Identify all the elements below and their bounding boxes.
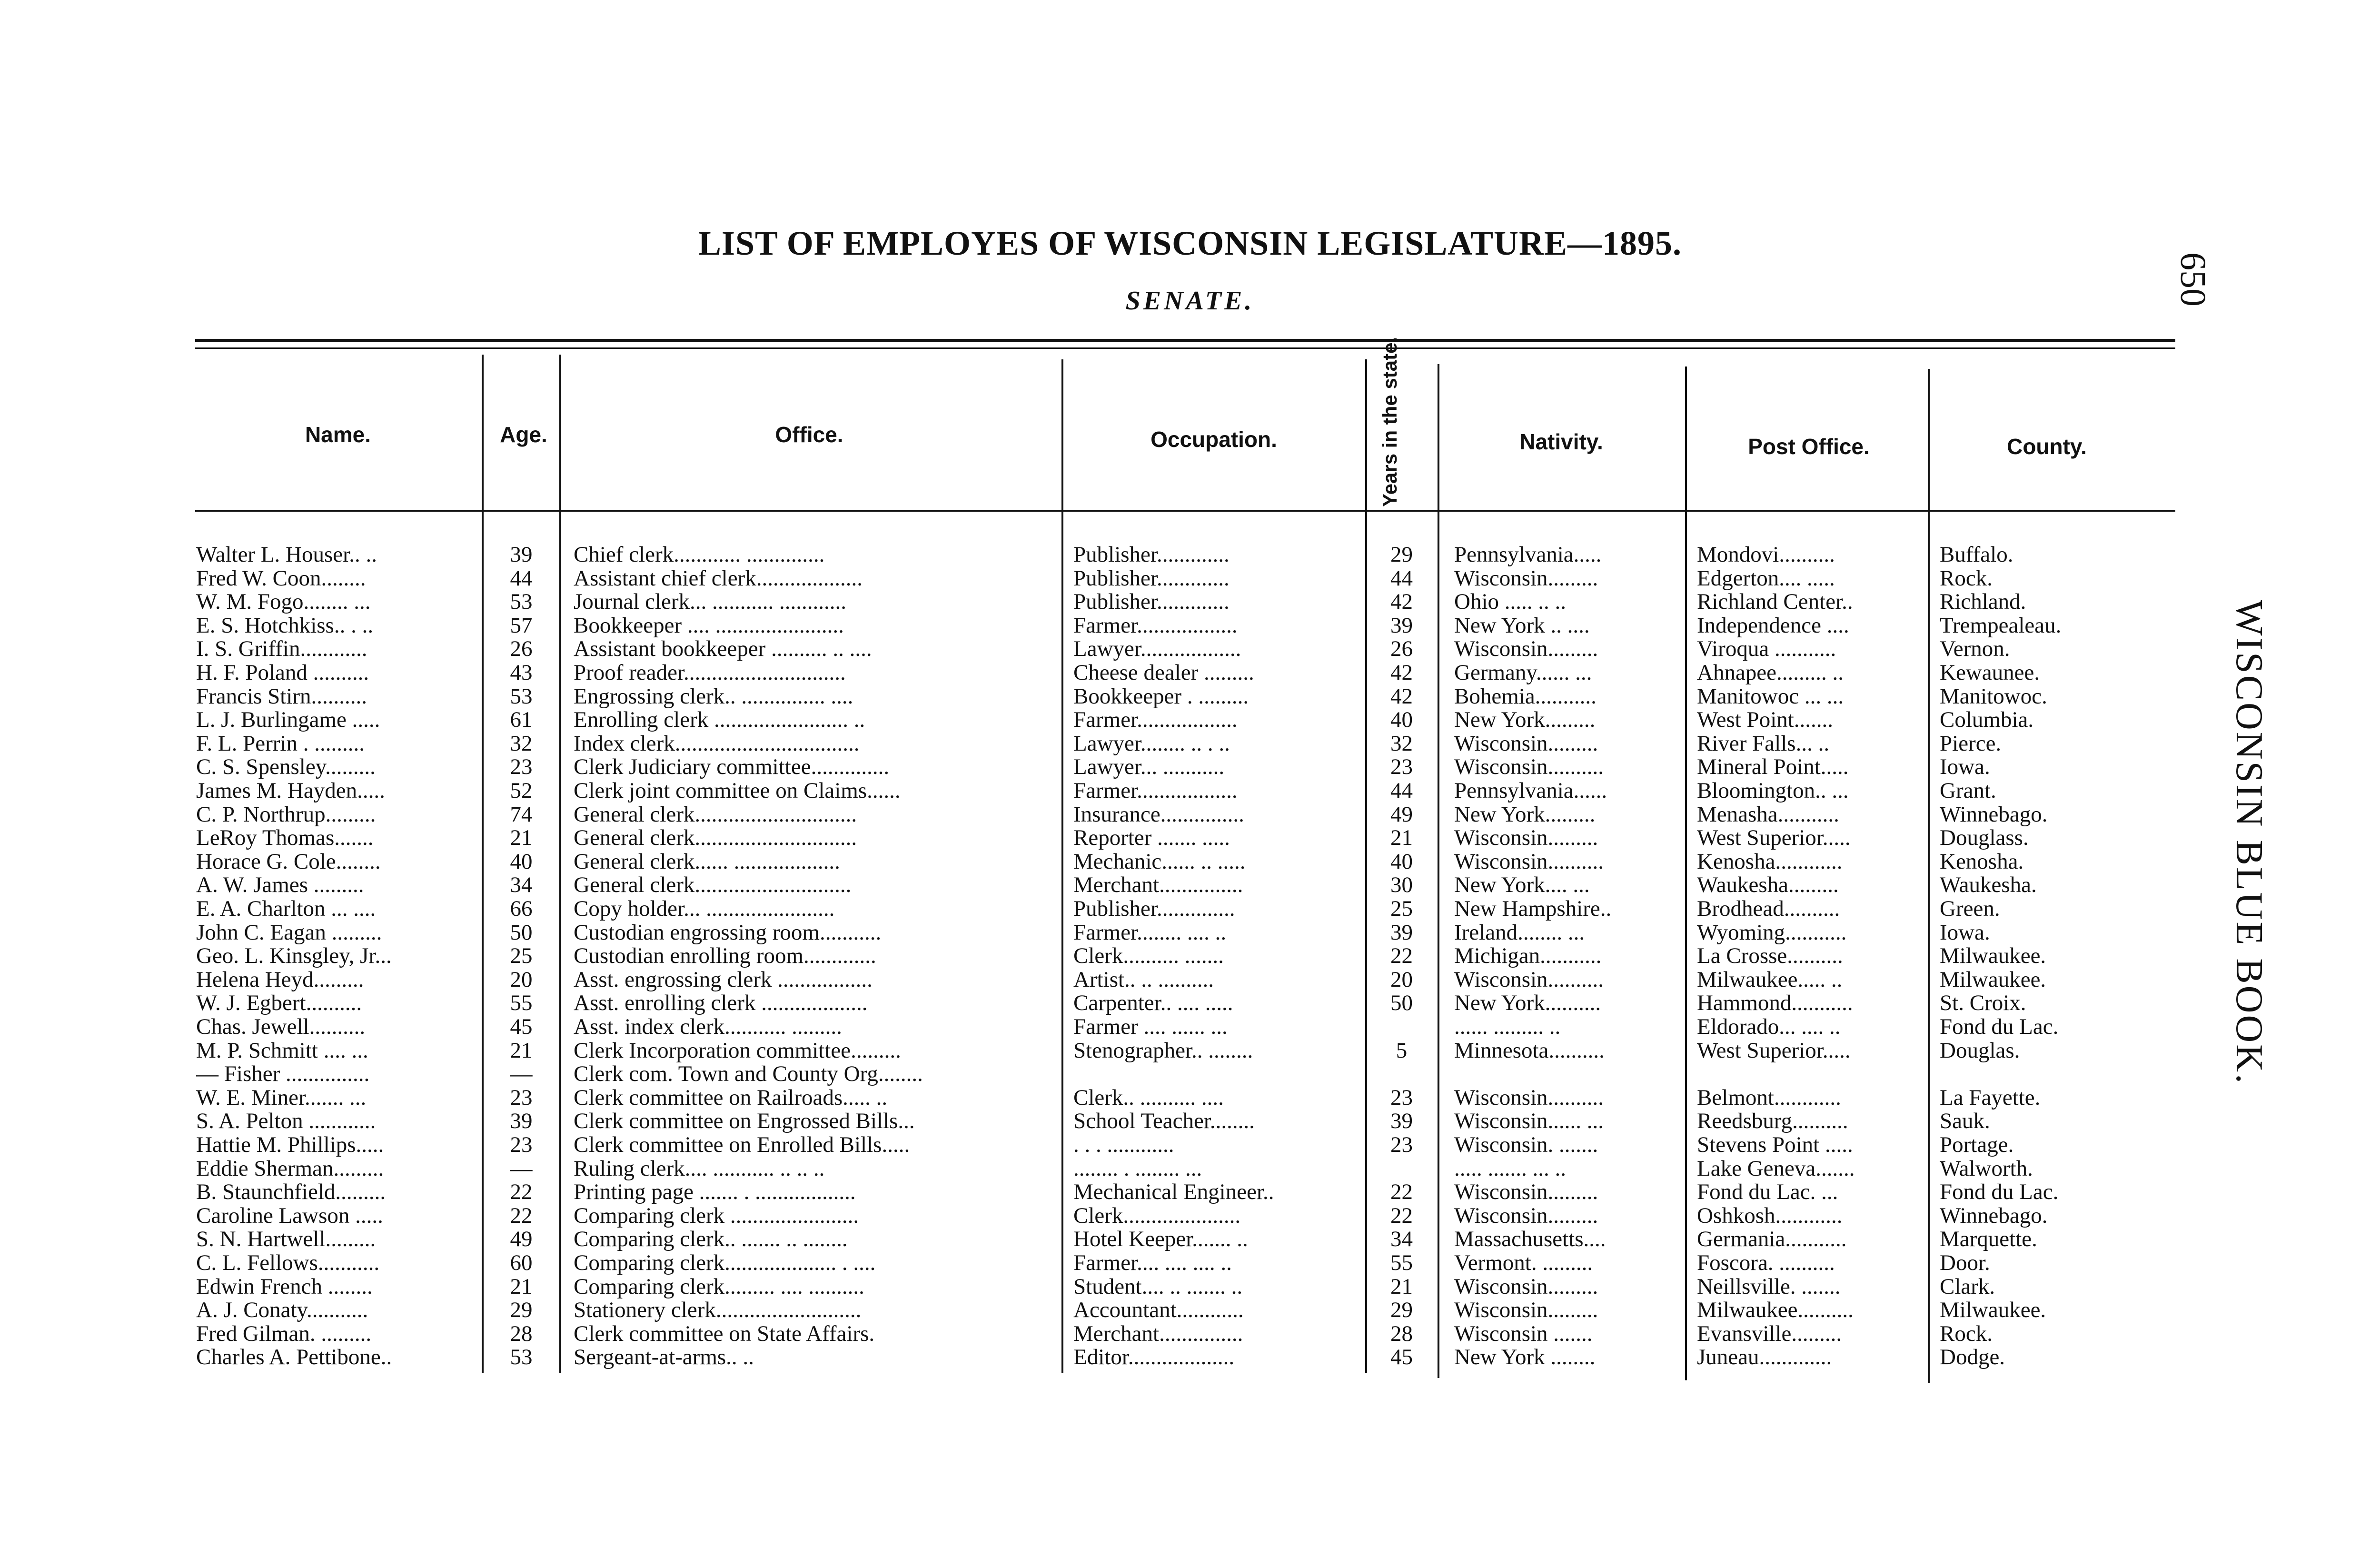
cell-name: Helena Heyd......... [196,967,364,991]
cell-age: 53 [510,1345,533,1369]
cell-occupation: Stenographer.. ........ [1073,1038,1253,1062]
cell-county: St. Croix. [1940,991,2026,1015]
cell-occupation: Publisher............. [1073,566,1230,590]
cell-years: 20 [1390,967,1413,991]
column-divider [1928,369,1930,1383]
cell-occupation: Merchant............... [1073,873,1243,897]
cell-occupation: Mechanic...... .. ..... [1073,849,1246,873]
cell-office: Comparing clerk.................... . .... [574,1251,876,1275]
cell-nativity: New York......... [1454,802,1596,826]
cell-name: LeRoy Thomas....... [196,826,374,850]
cell-post-office: Milwaukee.......... [1697,1298,1854,1322]
cell-county: Milwaukee. [1940,944,2046,968]
cell-office: Journal clerk... ........... ............ [574,590,847,614]
cell-age: 25 [510,944,533,968]
cell-years: 40 [1390,708,1413,732]
cell-age: 23 [510,1085,533,1110]
cell-years: 42 [1390,590,1413,614]
cell-office: Stationery clerk.......................... [574,1298,862,1322]
cell-post-office: Reedsburg.......... [1697,1109,1848,1133]
cell-county: Door. [1940,1251,1990,1275]
cell-nativity: Wisconsin......... [1454,1203,1598,1228]
page-number: 650 [2173,252,2213,307]
cell-name: James M. Hayden..... [196,779,385,803]
cell-occupation: Clerk..................... [1073,1203,1241,1228]
cell-age: 49 [510,1227,533,1251]
cell-nativity: Bohemia........... [1454,684,1597,708]
cell-nativity: New York.... ... [1454,873,1590,897]
cell-post-office: Bloomington.. ... [1697,779,1849,803]
cell-age: 22 [510,1180,533,1204]
cell-age: — [510,1062,533,1086]
cell-name: F. L. Perrin . ......... [196,731,365,755]
cell-county: Fond du Lac. [1940,1180,2059,1204]
cell-years: 22 [1390,1203,1413,1228]
cell-post-office: Eldorado... .... .. [1697,1015,1841,1039]
cell-county: Fond du Lac. [1940,1015,2059,1039]
cell-post-office: Viroqua ........... [1697,637,1836,661]
cell-occupation: Clerk.......... ....... [1073,944,1224,968]
cell-nativity: Wisconsin......... [1454,1274,1598,1298]
cell-occupation: Student.... .. ....... .. [1073,1274,1243,1298]
cell-occupation: Insurance............... [1073,802,1244,826]
cell-occupation: Lawyer........ .. . .. [1073,731,1230,755]
cell-county: Clark. [1940,1274,1995,1298]
cell-office: Asst. index clerk........... ......... [574,1015,842,1039]
cell-years: 23 [1390,755,1413,779]
cell-years: 22 [1390,1180,1413,1204]
cell-years: 49 [1390,802,1413,826]
cell-office: Clerk committee on Railroads..... .. [574,1085,888,1110]
cell-nativity: ...... ......... .. [1454,1015,1561,1039]
cell-nativity: Wisconsin.......... [1454,849,1604,873]
cell-occupation: Merchant............... [1073,1321,1243,1346]
cell-county: Winnebago. [1940,1203,2048,1228]
cell-nativity: New Hampshire.. [1454,897,1612,921]
cell-age: 22 [510,1203,533,1228]
cell-name: W. M. Fogo........ ... [196,590,371,614]
cell-occupation: School Teacher........ [1073,1109,1255,1133]
cell-nativity: New York .. .... [1454,613,1590,637]
cell-office: Index clerk................................. [574,731,860,755]
cell-age: 74 [510,802,533,826]
cell-county: Richland. [1940,590,2026,614]
cell-office: Proof reader............................. [574,661,846,684]
cell-office: Clerk committee on Engrossed Bills... [574,1109,915,1133]
column-header-years: Years in the state. [1378,337,1401,507]
cell-age: 60 [510,1251,533,1275]
cell-county: Buffalo. [1940,543,2013,566]
cell-nativity: Ohio ..... .. .. [1454,590,1566,614]
column-header-office: Office. [775,422,843,447]
cell-office: Copy holder... ....................... [574,897,835,921]
column-header-name: Name. [305,422,371,447]
cell-post-office: Menasha........... [1697,802,1839,826]
cell-name: A. W. James ......... [196,873,364,897]
cell-name: E. S. Hotchkiss.. . .. [196,613,374,637]
cell-office: Clerk committee on Enrolled Bills..... [574,1133,910,1157]
cell-name: Fred Gilman. ......... [196,1321,372,1346]
cell-nativity: Wisconsin ....... [1454,1321,1593,1346]
cell-occupation: Mechanical Engineer.. [1073,1180,1274,1204]
cell-post-office: Juneau............. [1697,1345,1832,1369]
cell-office: Comparing clerk ....................... [574,1203,859,1228]
cell-office: Assistant bookkeeper .......... .. .... [574,637,872,661]
cell-office: Chief clerk............ .............. [574,543,825,566]
cell-occupation: Carpenter.. .... ..... [1073,991,1233,1015]
cell-occupation: Artist.. .. .......... [1073,967,1214,991]
cell-nativity: Wisconsin......... [1454,637,1598,661]
cell-occupation: Cheese dealer ......... [1073,661,1254,684]
cell-nativity: Wisconsin. ....... [1454,1133,1598,1157]
cell-nativity: Wisconsin......... [1454,1180,1598,1204]
cell-nativity: Ireland........ ... [1454,920,1585,944]
cell-nativity: Massachusetts.... [1454,1227,1606,1251]
cell-nativity: Pennsylvania...... [1454,779,1607,803]
cell-name: W. J. Egbert.......... [196,991,362,1015]
cell-office: Asst. enrolling clerk ................... [574,991,868,1015]
cell-office: Ruling clerk.... ........... .. .. .. [574,1156,825,1180]
page-title: LIST OF EMPLOYES OF WISCONSIN LEGISLATURE—1895. [698,224,1682,262]
cell-office: Clerk Judiciary committee.............. [574,755,890,779]
cell-years: 5 [1396,1038,1408,1062]
cell-post-office: Evansville......... [1697,1321,1842,1346]
cell-county: Sauk. [1940,1109,1990,1133]
cell-county: Kewaunee. [1940,661,2040,684]
column-header-post-office: Post Office. [1748,434,1870,459]
cell-age: 23 [510,755,533,779]
cell-age: 29 [510,1298,533,1322]
cell-name: I. S. Griffin............ [196,637,367,661]
cell-office: Bookkeeper .... ....................... [574,613,844,637]
cell-occupation: ........ . ........ ... [1073,1156,1202,1180]
cell-nativity: Wisconsin......... [1454,731,1598,755]
cell-office: Clerk joint committee on Claims...... [574,779,901,803]
column-header-county: County. [2007,434,2087,459]
cell-occupation: Reporter ....... ..... [1073,826,1230,850]
cell-nativity: Wisconsin......... [1454,566,1598,590]
cell-office: Custodian enrolling room............. [574,944,876,968]
cell-post-office: Manitowoc ... ... [1697,684,1844,708]
cell-post-office: Richland Center.. [1697,590,1853,614]
cell-nativity: Wisconsin.......... [1454,755,1604,779]
cell-occupation: Farmer........ .... .. [1073,920,1227,944]
cell-nativity: Pennsylvania..... [1454,543,1602,566]
cell-name: Walter L. Houser.. .. [196,543,377,566]
cell-occupation: Publisher.............. [1073,897,1235,921]
book-title: WISCONSIN BLUE BOOK. [2228,600,2270,1085]
cell-post-office: Kenosha............ [1697,849,1843,873]
cell-office: Assistant chief clerk................... [574,566,863,590]
cell-occupation: Publisher............. [1073,590,1230,614]
cell-years: 21 [1390,1274,1413,1298]
cell-years: 34 [1390,1227,1413,1251]
cell-name: Chas. Jewell.......... [196,1015,366,1039]
cell-office: General clerk...... ................... [574,849,840,873]
cell-name: S. A. Pelton ............ [196,1109,376,1133]
cell-years: 45 [1390,1345,1413,1369]
cell-age: 43 [510,661,533,684]
cell-county: Iowa. [1940,755,1990,779]
cell-office: Comparing clerk.. ....... .. ........ [574,1227,848,1251]
cell-name: S. N. Hartwell......... [196,1227,376,1251]
cell-county: Douglass. [1940,826,2029,850]
cell-years: 29 [1390,543,1413,566]
cell-years: 32 [1390,731,1413,755]
cell-nativity: Wisconsin......... [1454,1298,1598,1322]
cell-name: E. A. Charlton ... .... [196,897,376,921]
cell-office: General clerk............................ [574,873,852,897]
cell-nativity: New York.......... [1454,991,1601,1015]
cell-name: Francis Stirn.......... [196,684,367,708]
cell-years: 50 [1390,991,1413,1015]
column-divider [1685,367,1687,1380]
cell-age: 28 [510,1321,533,1346]
column-header-occupation: Occupation. [1150,427,1277,452]
cell-county: Waukesha. [1940,873,2037,897]
cell-age: 23 [510,1133,533,1157]
cell-age: 52 [510,779,533,803]
cell-years: 23 [1390,1133,1413,1157]
cell-post-office: Hammond........... [1697,991,1853,1015]
cell-age: 45 [510,1015,533,1039]
cell-nativity: Germany...... ... [1454,661,1592,684]
cell-age: 66 [510,897,533,921]
column-divider [1061,359,1063,1373]
cell-name: C. L. Fellows........... [196,1251,380,1275]
cell-age: 61 [510,708,533,732]
cell-county: Douglas. [1940,1038,2020,1062]
cell-post-office: Mondovi.......... [1697,543,1835,566]
cell-occupation: . . . ............ [1073,1133,1174,1157]
cell-nativity: ..... ....... ... .. [1454,1156,1566,1180]
cell-post-office: Milwaukee..... .. [1697,967,1843,991]
cell-age: 53 [510,590,533,614]
cell-occupation: Hotel Keeper....... .. [1073,1227,1248,1251]
cell-county: Marquette. [1940,1227,2037,1251]
cell-years: 30 [1390,873,1413,897]
cell-occupation: Lawyer... ........... [1073,755,1225,779]
cell-years: 42 [1390,684,1413,708]
cell-years: 39 [1390,1109,1413,1133]
cell-county: Columbia. [1940,708,2034,732]
cell-office: General clerk............................. [574,826,857,850]
cell-office: General clerk............................. [574,802,857,826]
cell-name: C. P. Northrup......... [196,802,376,826]
column-divider [1438,364,1439,1378]
cell-occupation: Accountant............ [1073,1298,1244,1322]
cell-post-office: Neillsville. ....... [1697,1274,1841,1298]
cell-county: Winnebago. [1940,802,2048,826]
cell-post-office: Brodhead.......... [1697,897,1840,921]
column-header-nativity: Nativity. [1519,429,1603,454]
cell-nativity: Wisconsin...... ... [1454,1109,1604,1133]
cell-office: Printing page ....... . .................. [574,1180,856,1204]
cell-office: Asst. engrossing clerk ................. [574,967,873,991]
cell-name: A. J. Conaty........... [196,1298,368,1322]
cell-nativity: Wisconsin......... [1454,826,1598,850]
cell-age: 21 [510,826,533,850]
cell-years: 26 [1390,637,1413,661]
cell-county: Milwaukee. [1940,967,2046,991]
cell-name: Fred W. Coon........ [196,566,366,590]
cell-name: Hattie M. Phillips..... [196,1133,384,1157]
cell-age: 50 [510,920,533,944]
cell-years: 23 [1390,1085,1413,1110]
cell-occupation: Farmer .... ...... ... [1073,1015,1228,1039]
cell-occupation: Farmer.... .... .... .. [1073,1251,1232,1275]
cell-county: Grant. [1940,779,1996,803]
cell-post-office: Independence .... [1697,613,1849,637]
cell-post-office: Oshkosh............ [1697,1203,1843,1228]
cell-age: 39 [510,1109,533,1133]
cell-name: W. E. Miner....... ... [196,1085,367,1110]
table-top-rule-thin [195,347,2175,349]
cell-age: 57 [510,613,533,637]
table-header-rule [195,510,2175,512]
cell-county: La Fayette. [1940,1085,2041,1110]
cell-county: Manitowoc. [1940,684,2047,708]
cell-post-office: Wyoming........... [1697,920,1847,944]
cell-nativity: Wisconsin.......... [1454,967,1604,991]
cell-age: 26 [510,637,533,661]
cell-county: Milwaukee. [1940,1298,2046,1322]
cell-county: Rock. [1940,566,1993,590]
cell-name: — Fisher ............... [196,1062,370,1086]
cell-nativity: New York ........ [1454,1345,1596,1369]
cell-county: Dodge. [1940,1345,2005,1369]
cell-years: 29 [1390,1298,1413,1322]
cell-post-office: River Falls... .. [1697,731,1830,755]
cell-post-office: West Superior..... [1697,1038,1851,1062]
cell-age: 21 [510,1274,533,1298]
cell-years: 39 [1390,613,1413,637]
cell-name: B. Staunchfield......... [196,1180,386,1204]
cell-post-office: West Point....... [1697,708,1834,732]
cell-years: 44 [1390,779,1413,803]
cell-name: Edwin French ........ [196,1274,373,1298]
cell-occupation: Clerk.. .......... .... [1073,1085,1224,1110]
cell-age: 55 [510,991,533,1015]
cell-years: 22 [1390,944,1413,968]
cell-post-office: Stevens Point ..... [1697,1133,1853,1157]
cell-name: Caroline Lawson ..... [196,1203,383,1228]
cell-occupation: Lawyer.................. [1073,637,1241,661]
cell-name: Charles A. Pettibone.. [196,1345,392,1369]
cell-occupation: Publisher............. [1073,543,1230,566]
cell-post-office: Waukesha......... [1697,873,1839,897]
cell-nativity: Minnesota.......... [1454,1038,1605,1062]
cell-post-office: Ahnapee......... .. [1697,661,1844,684]
cell-county: Iowa. [1940,920,1990,944]
cell-county: Walworth. [1940,1156,2033,1180]
column-divider [482,355,484,1373]
cell-county: Trempealeau. [1940,613,2062,637]
cell-name: C. S. Spensley......... [196,755,376,779]
cell-office: Custodian engrossing room........... [574,920,882,944]
cell-name: Eddie Sherman......... [196,1156,384,1180]
cell-nativity: New York......... [1454,708,1596,732]
cell-years: 39 [1390,920,1413,944]
cell-years: 28 [1390,1321,1413,1346]
cell-county: Vernon. [1940,637,2010,661]
column-header-age: Age. [500,422,547,447]
cell-county: Portage. [1940,1133,2014,1157]
cell-county: Kenosha. [1940,849,2024,873]
cell-office: Comparing clerk......... .... .......... [574,1274,864,1298]
cell-age: 53 [510,684,533,708]
cell-occupation: Editor................... [1073,1345,1235,1369]
cell-office: Sergeant-at-arms.. .. [574,1345,754,1369]
cell-occupation: Bookkeeper . ......... [1073,684,1249,708]
cell-years: 55 [1390,1251,1413,1275]
cell-age: 40 [510,849,533,873]
cell-years: 25 [1390,897,1413,921]
cell-post-office: Belmont............ [1697,1085,1841,1110]
cell-age: 32 [510,731,533,755]
cell-office: Clerk committee on State Affairs. [574,1321,875,1346]
cell-county: Rock. [1940,1321,1993,1346]
table-top-rule [195,339,2175,342]
cell-occupation: Farmer.................. [1073,779,1238,803]
cell-office: Enrolling clerk ........................ .. [574,708,865,732]
cell-name: L. J. Burlingame ..... [196,708,380,732]
cell-name: M. P. Schmitt .... ... [196,1038,368,1062]
cell-office: Clerk com. Town and County Org........ [574,1062,923,1086]
cell-post-office: Lake Geneva....... [1697,1156,1855,1180]
cell-post-office: Fond du Lac. ... [1697,1180,1838,1204]
column-divider [559,355,561,1373]
cell-post-office: Germania........... [1697,1227,1847,1251]
cell-office: Engrossing clerk.. ............... .... [574,684,853,708]
cell-post-office: Foscora. .......... [1697,1251,1835,1275]
cell-occupation: Farmer.................. [1073,708,1238,732]
cell-years: 21 [1390,826,1413,850]
cell-county: Pierce. [1940,731,2002,755]
cell-name: Horace G. Cole........ [196,849,381,873]
cell-nativity: Michigan........... [1454,944,1602,968]
cell-age: 34 [510,873,533,897]
cell-nativity: Vermont. ......... [1454,1251,1593,1275]
cell-years: 44 [1390,566,1413,590]
cell-nativity: Wisconsin.......... [1454,1085,1604,1110]
cell-age: 21 [510,1038,533,1062]
cell-post-office: Edgerton.... ..... [1697,566,1835,590]
cell-age: 20 [510,967,533,991]
cell-name: H. F. Poland .......... [196,661,369,684]
cell-county: Green. [1940,897,2000,921]
cell-years: 40 [1390,849,1413,873]
cell-office: Clerk Incorporation committee......... [574,1038,901,1062]
section-subtitle: SENATE. [1125,286,1255,316]
cell-post-office: La Crosse.......... [1697,944,1843,968]
cell-age: 44 [510,566,533,590]
cell-post-office: Mineral Point..... [1697,755,1849,779]
cell-name: John C. Eagan ......... [196,920,382,944]
cell-years: 42 [1390,661,1413,684]
cell-name: Geo. L. Kinsgley, Jr... [196,944,392,968]
cell-age: — [510,1156,533,1180]
cell-post-office: West Superior..... [1697,826,1851,850]
cell-occupation: Farmer.................. [1073,613,1238,637]
cell-age: 39 [510,543,533,566]
